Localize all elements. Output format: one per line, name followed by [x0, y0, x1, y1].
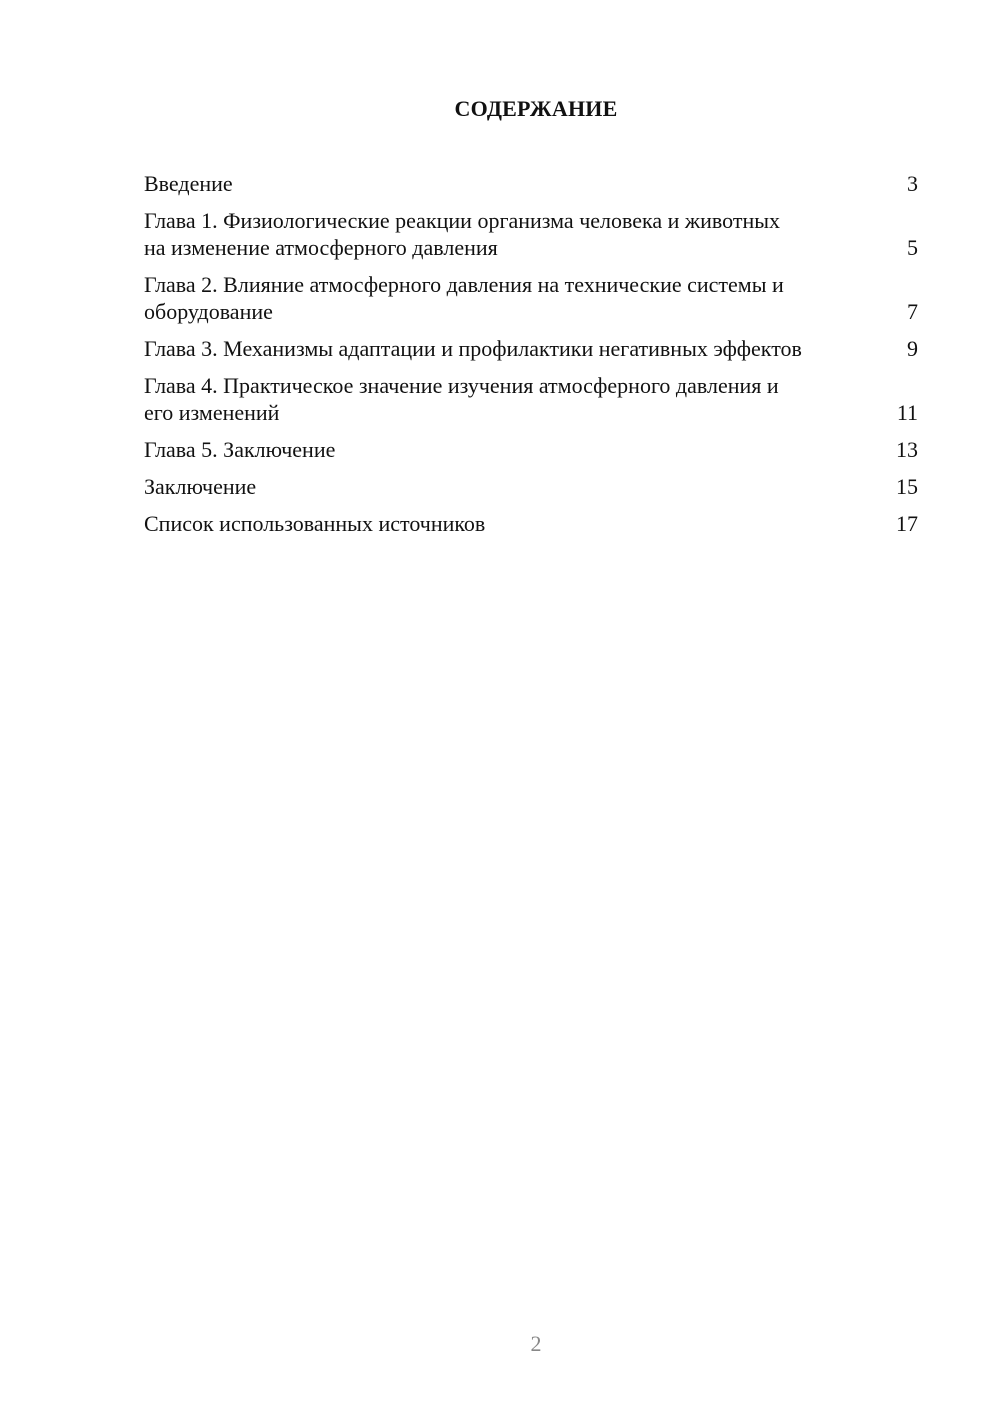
toc-entry-page: 9	[907, 336, 918, 361]
table-of-contents	[144, 170, 918, 547]
toc-entry-page: 13	[896, 437, 918, 462]
toc-entry-chapter-2	[144, 271, 918, 325]
toc-entry-page: 7	[907, 299, 918, 324]
toc-entry-text: Глава 2. Влияние атмосферного давления на технические системы и оборудование	[144, 272, 784, 324]
toc-entry-text: Введение	[144, 171, 233, 196]
toc-entry-page: 3	[907, 171, 918, 196]
toc-entry-conclusion	[144, 473, 918, 500]
toc-entry-text: Глава 1. Физиологические реакции организма человека и животных на изменение атмосферного давления	[144, 208, 781, 260]
toc-entry-page: 5	[907, 235, 918, 260]
toc-entry-text: Глава 5. Заключение	[144, 437, 336, 462]
toc-entry-references	[144, 510, 918, 537]
toc-entry-chapter-1	[144, 207, 918, 261]
toc-entry-introduction	[144, 170, 918, 197]
toc-entry-page: 11	[896, 400, 918, 425]
toc-entry-chapter-3	[144, 335, 918, 362]
toc-entry-text: Заключение	[144, 474, 257, 499]
toc-entry-chapter-5	[144, 436, 918, 463]
toc-entry-text: Глава 4. Практическое значение изучения атмосферного давления и его изменений	[144, 373, 779, 425]
page-title: СОДЕРЖАНИЕ	[454, 96, 618, 121]
toc-entry-page: 17	[896, 511, 918, 536]
toc-entry-page: 15	[896, 474, 918, 499]
toc-entry-text: Список использованных источников	[144, 511, 486, 536]
toc-entry-text: Глава 3. Механизмы адаптации и профилактики негативных эффектов	[144, 336, 802, 361]
toc-entry-chapter-4	[144, 372, 918, 426]
page-number: 2	[530, 1331, 542, 1356]
